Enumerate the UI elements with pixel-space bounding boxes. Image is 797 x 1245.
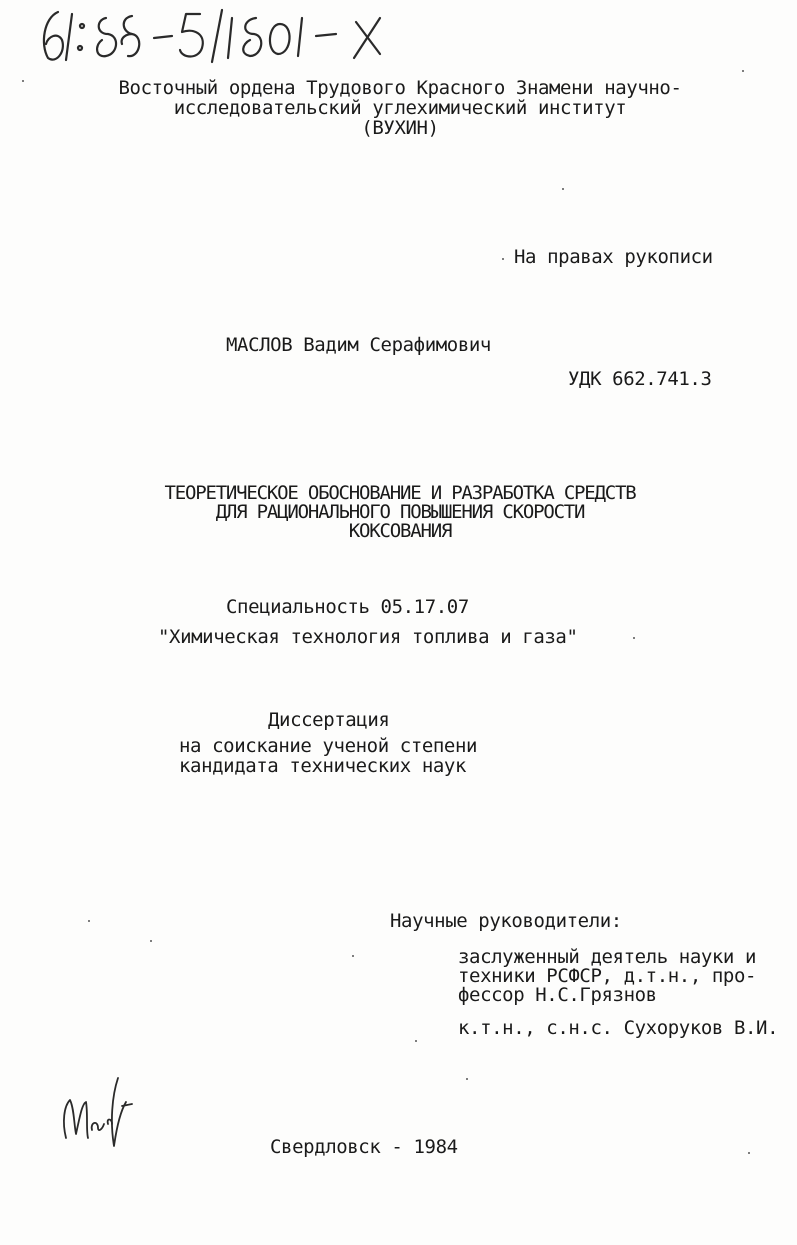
place-and-year: Свердловск - 1984 [270,1136,458,1158]
specialty-code: Специальность 05.17.07 [226,596,469,618]
specialty-name: "Химическая технология топлива и газа" [158,626,578,648]
scan-speck [352,955,354,957]
supervisor-1-line-2: техники РСФСР, д.т.н., про- [458,965,757,987]
supervisors-heading: Научные руководители: [390,910,622,932]
scan-speck [150,940,152,942]
scan-speck [466,1078,468,1080]
scan-speck [633,637,635,639]
degree-line-1: на соискание ученой степени [179,735,478,757]
udc-code: УДК 662.741.3 [568,368,712,390]
manuscript-note: На правах рукописи [514,246,713,268]
supervisor-2: к.т.н., с.н.с. Сухоруков В.И. [458,1017,779,1039]
title-line-2: ДЛЯ РАЦИОНАЛЬНОГО ПОВЫШЕНИЯ СКОРОСТИ [215,501,585,523]
degree-line-2: кандидата технических наук [179,755,467,777]
handwritten-signature [52,1072,142,1152]
scan-speck [22,80,24,82]
supervisor-1-line-1: заслуженный деятель науки и [458,946,757,968]
scan-speck [88,920,90,922]
author-name: МАСЛОВ Вадим Серафимович [226,334,491,356]
title-line-3: КОКСОВАНИЯ [348,520,452,542]
scan-speck [742,70,744,72]
title-line-1: ТЕОРЕТИЧЕСКОЕ ОБОСНОВАНИЕ И РАЗРАБОТКА СРЕДСТВ [164,482,636,504]
dissertation-label: Диссертация [268,709,390,731]
handwritten-archive-mark [36,4,466,66]
scan-speck [502,258,504,260]
institute-line-1: Восточный ордена Трудового Красного Знамени научно- [118,77,682,99]
scan-speck [748,1152,750,1154]
institute-line-3: (ВУХИН) [361,117,439,139]
scan-speck [415,1040,417,1042]
supervisor-1-line-3: фессор Н.С.Грязнов [458,984,657,1006]
scan-speck [562,188,564,190]
institute-line-2: исследовательский углехимический институт [173,97,627,119]
